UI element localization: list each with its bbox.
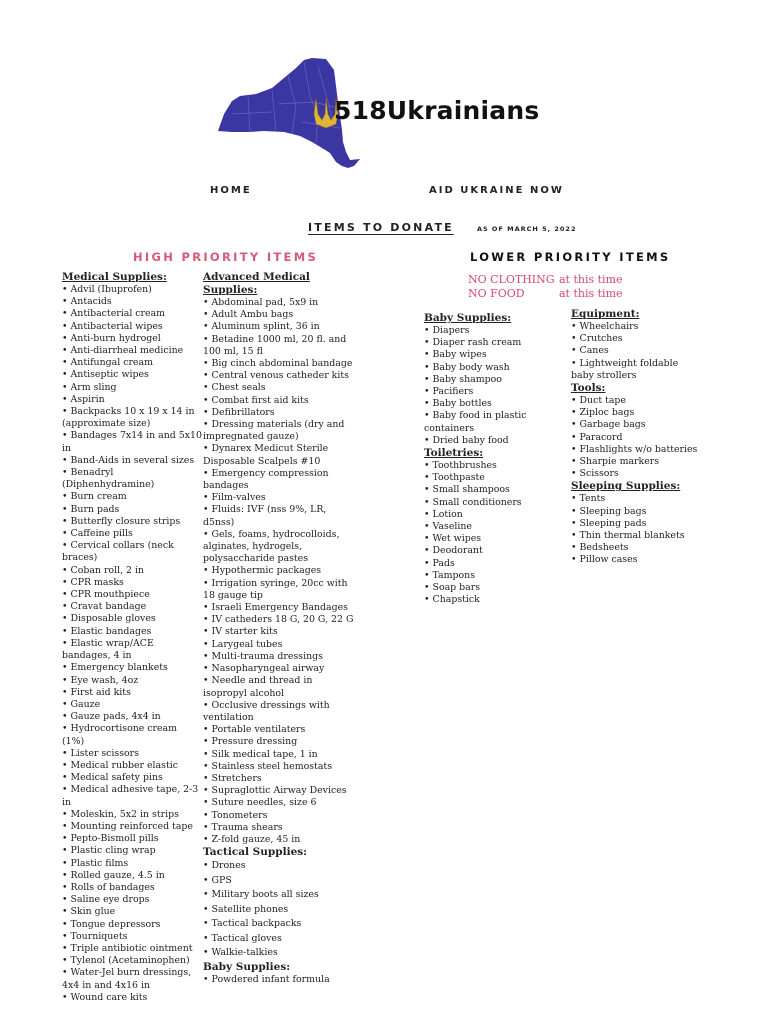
- section-heading: Advanced Medical Supplies:: [203, 271, 310, 296]
- section-heading: Medical Supplies:: [62, 271, 167, 283]
- advanced-medical-column: [203, 271, 358, 986]
- list-item: • Wound care kits: [62, 992, 202, 1004]
- list-item: • Small shampoos: [424, 484, 564, 496]
- item-list: [62, 284, 202, 1004]
- list-item: • Elastic wrap/ACE bandages, 4 in: [62, 638, 202, 662]
- list-item: • Burn cream: [62, 491, 202, 503]
- list-item: • Eye wash, 4oz: [62, 675, 202, 687]
- list-item: • Gels, foams, hydrocolloids, alginates, hydrogels, polysaccharide pastes: [203, 529, 358, 566]
- list-item: • Vaseline: [424, 521, 564, 533]
- list-item: • Burn pads: [62, 504, 202, 516]
- list-item: • Cervical collars (neck braces): [62, 540, 202, 564]
- list-item: • Powdered infant formula: [203, 974, 358, 986]
- list-item: • Baby shampoo: [424, 374, 564, 386]
- list-item: • Multi-trauma dressings: [203, 651, 358, 663]
- notice-item: NO CLOTHING: [468, 273, 555, 286]
- list-item: • Stainless steel hemostats: [203, 761, 358, 773]
- list-item: • Baby wipes: [424, 349, 564, 361]
- list-item: • Chapstick: [424, 594, 564, 606]
- item-list: [203, 974, 358, 986]
- brand-name: 518Ukrainians: [334, 96, 540, 125]
- list-item: • Sleeping pads: [571, 518, 701, 530]
- lower-baby-toiletries-column: [424, 312, 564, 606]
- list-item: • Antiseptic wipes: [62, 369, 202, 381]
- list-item: • Advil (Ibuprofen): [62, 284, 202, 296]
- list-item: • Tonometers: [203, 810, 358, 822]
- list-item: • Nasopharyngeal airway: [203, 663, 358, 675]
- list-item: • Backpacks 10 x 19 x 14 in (approximate size): [62, 406, 202, 430]
- item-list: [424, 460, 564, 606]
- list-item: • Antifungal cream: [62, 357, 202, 369]
- list-item: • Central venous catheder kits: [203, 370, 358, 382]
- list-item: • Supraglottic Airway Devices: [203, 785, 358, 797]
- list-item: • Aluminum splint, 36 in: [203, 321, 358, 333]
- medical-supplies-column: [62, 271, 202, 1004]
- list-item: • Small conditioners: [424, 497, 564, 509]
- list-item: • Anti-diarrheal medicine: [62, 345, 202, 357]
- list-item: • Chest seals: [203, 382, 358, 394]
- list-item: • Sleeping bags: [571, 506, 701, 518]
- list-item: • Dynarex Medicut Sterile Disposable Scalpels #10: [203, 443, 358, 467]
- list-item: • Disposable gloves: [62, 613, 202, 625]
- list-item: • Hydrocortisone cream (1%): [62, 723, 202, 747]
- nav-home-link[interactable]: HOME: [210, 185, 252, 196]
- list-item: • Pillow cases: [571, 554, 701, 566]
- item-list: [571, 395, 701, 480]
- list-item: • Larygeal tubes: [203, 639, 358, 651]
- page-title-row: [308, 216, 576, 235]
- list-item: • Garbage bags: [571, 419, 701, 431]
- section-heading: Tactical Supplies:: [203, 846, 308, 859]
- item-list: [203, 859, 358, 961]
- notice-when: at this time: [559, 273, 623, 286]
- list-item: • Irrigation syringe, 20cc with 18 gauge tip: [203, 578, 358, 602]
- list-item: • First aid kits: [62, 687, 202, 699]
- list-item: • Rolled gauze, 4.5 in: [62, 870, 202, 882]
- lower-equipment-column: [571, 308, 701, 567]
- list-item: • Coban roll, 2 in: [62, 565, 202, 577]
- list-item: • Toothpaste: [424, 472, 564, 484]
- list-item: • Trauma shears: [203, 822, 358, 834]
- list-item: • IV starter kits: [203, 626, 358, 638]
- lower-priority-title: LOWER PRIORITY ITEMS: [470, 250, 671, 264]
- list-item: • Canes: [571, 345, 701, 357]
- list-item: • Medical adhesive tape, 2-3 in: [62, 784, 202, 808]
- list-item: • Needle and thread in isopropyl alcohol: [203, 675, 358, 699]
- notice-no-clothing: [468, 273, 623, 286]
- list-item: • Adult Ambu bags: [203, 309, 358, 321]
- list-item: • Gauze: [62, 699, 202, 711]
- item-list: [571, 493, 701, 566]
- list-item: • Crutches: [571, 333, 701, 345]
- notice-no-food: [468, 287, 623, 300]
- list-item: • Scissors: [571, 468, 701, 480]
- list-item: • GPS: [203, 874, 358, 889]
- list-item: • Deodorant: [424, 545, 564, 557]
- list-item: • Tylenol (Acetaminophen): [62, 955, 202, 967]
- list-item: • Triple antibiotic ointment: [62, 943, 202, 955]
- list-item: • Walkie-talkies: [203, 946, 358, 961]
- list-item: • Fluids: IVF (nss 9%, LR, d5nss): [203, 504, 358, 528]
- list-item: • Medical safety pins: [62, 772, 202, 784]
- list-item: • Soap bars: [424, 582, 564, 594]
- list-item: • Pepto-Bismoll pills: [62, 833, 202, 845]
- page-title: ITEMS TO DONATE: [308, 221, 454, 234]
- list-item: • Tongue depressors: [62, 919, 202, 931]
- item-list: [424, 325, 564, 447]
- list-item: • Military boots all sizes: [203, 888, 358, 903]
- list-item: • Antibacterial cream: [62, 308, 202, 320]
- list-item: • Lister scissors: [62, 748, 202, 760]
- list-item: • Medical rubber elastic: [62, 760, 202, 772]
- list-item: • Tents: [571, 493, 701, 505]
- list-item: • Bedsheets: [571, 542, 701, 554]
- list-item: • Baby bottles: [424, 398, 564, 410]
- list-item: • Antacids: [62, 296, 202, 308]
- list-item: • Hypothermic packages: [203, 565, 358, 577]
- list-item: • Suture needles, size 6: [203, 797, 358, 809]
- list-item: • Benadryl (Diphenhydramine): [62, 467, 202, 491]
- list-item: • Moleskin, 5x2 in strips: [62, 809, 202, 821]
- notice-when: at this time: [559, 287, 623, 300]
- list-item: • Emergency blankets: [62, 662, 202, 674]
- list-item: • Flashlights w/o batteries: [571, 444, 701, 456]
- list-item: • Band-Aids in several sizes: [62, 455, 202, 467]
- site-logo[interactable]: [218, 56, 563, 174]
- list-item: • Water-Jel burn dressings, 4x4 in and 4x16 in: [62, 967, 202, 991]
- list-item: • Tactical backpacks: [203, 917, 358, 932]
- list-item: • Antibacterial wipes: [62, 321, 202, 333]
- list-item: • Sharpie markers: [571, 456, 701, 468]
- list-item: • Big cinch abdominal bandage: [203, 358, 358, 370]
- section-heading: Tools:: [571, 382, 606, 395]
- list-item: • IV catheders 18 G, 20 G, 22 G: [203, 614, 358, 626]
- list-item: • Arm sling: [62, 382, 202, 394]
- list-item: • Emergency compression bandages: [203, 468, 358, 492]
- list-item: • Paracord: [571, 432, 701, 444]
- list-item: • Skin glue: [62, 906, 202, 918]
- list-item: • Bandages 7x14 in and 5x10 in: [62, 430, 202, 454]
- list-item: • Thin thermal blankets: [571, 530, 701, 542]
- list-item: • Baby body wash: [424, 362, 564, 374]
- list-item: • Tourniquets: [62, 931, 202, 943]
- list-item: • Diapers: [424, 325, 564, 337]
- list-item: • Rolls of bandages: [62, 882, 202, 894]
- list-item: • Ziploc bags: [571, 407, 701, 419]
- list-item: • Lightweight foldable baby strollers: [571, 358, 701, 382]
- list-item: • Abdominal pad, 5x9 in: [203, 297, 358, 309]
- list-item: • Film-valves: [203, 492, 358, 504]
- list-item: • Defibrillators: [203, 407, 358, 419]
- list-item: • CPR masks: [62, 577, 202, 589]
- item-list: [203, 297, 358, 846]
- list-item: • Drones: [203, 859, 358, 874]
- list-item: • Tampons: [424, 570, 564, 582]
- list-item: • Dressing materials (dry and impregnated gauze): [203, 419, 358, 443]
- list-item: • CPR mouthpiece: [62, 589, 202, 601]
- list-item: • Wet wipes: [424, 533, 564, 545]
- list-item: • Plastic cling wrap: [62, 845, 202, 857]
- list-item: • Silk medical tape, 1 in: [203, 749, 358, 761]
- notice-item: NO FOOD: [468, 287, 525, 300]
- list-item: • Pads: [424, 558, 564, 570]
- section-heading: Baby Supplies:: [424, 312, 512, 324]
- section-heading: Equipment:: [571, 308, 640, 320]
- list-item: • Aspirin: [62, 394, 202, 406]
- list-item: • Baby food in plastic containers: [424, 410, 564, 434]
- list-item: • Diaper rash cream: [424, 337, 564, 349]
- list-item: • Portable ventilaters: [203, 724, 358, 736]
- list-item: • Israeli Emergency Bandages: [203, 602, 358, 614]
- section-heading: Sleeping Supplies:: [571, 480, 681, 493]
- list-item: • Satellite phones: [203, 903, 358, 918]
- list-item: • Mounting reinforced tape: [62, 821, 202, 833]
- list-item: • Plastic films: [62, 858, 202, 870]
- section-heading: Baby Supplies:: [203, 960, 291, 973]
- list-item: • Lotion: [424, 509, 564, 521]
- list-item: • Gauze pads, 4x4 in: [62, 711, 202, 723]
- nav-aid-ukraine-link[interactable]: AID UKRAINE NOW: [429, 185, 564, 196]
- list-item: • Caffeine pills: [62, 528, 202, 540]
- list-item: • Butterfly closure strips: [62, 516, 202, 528]
- list-item: • Toothbrushes: [424, 460, 564, 472]
- section-heading: Toiletries:: [424, 447, 484, 460]
- list-item: • Betadine 1000 ml, 20 fl. and 100 ml, 15 fl: [203, 334, 358, 358]
- list-item: • Anti-burn hydrogel: [62, 333, 202, 345]
- item-list: [571, 321, 701, 382]
- list-item: • Stretchers: [203, 773, 358, 785]
- list-item: • Z-fold gauze, 45 in: [203, 834, 358, 846]
- list-item: • Saline eye drops: [62, 894, 202, 906]
- list-item: • Duct tape: [571, 395, 701, 407]
- list-item: • Occlusive dressings with ventilation: [203, 700, 358, 724]
- list-item: • Dried baby food: [424, 435, 564, 447]
- list-item: • Elastic bandages: [62, 626, 202, 638]
- list-item: • Combat first aid kits: [203, 395, 358, 407]
- list-item: • Tactical gloves: [203, 932, 358, 947]
- list-item: • Pacifiers: [424, 386, 564, 398]
- list-item: • Wheelchairs: [571, 321, 701, 333]
- page-date: AS OF MARCH 5, 2022: [476, 225, 577, 233]
- list-item: • Cravat bandage: [62, 601, 202, 613]
- high-priority-title: HIGH PRIORITY ITEMS: [133, 250, 319, 264]
- list-item: • Pressure dressing: [203, 736, 358, 748]
